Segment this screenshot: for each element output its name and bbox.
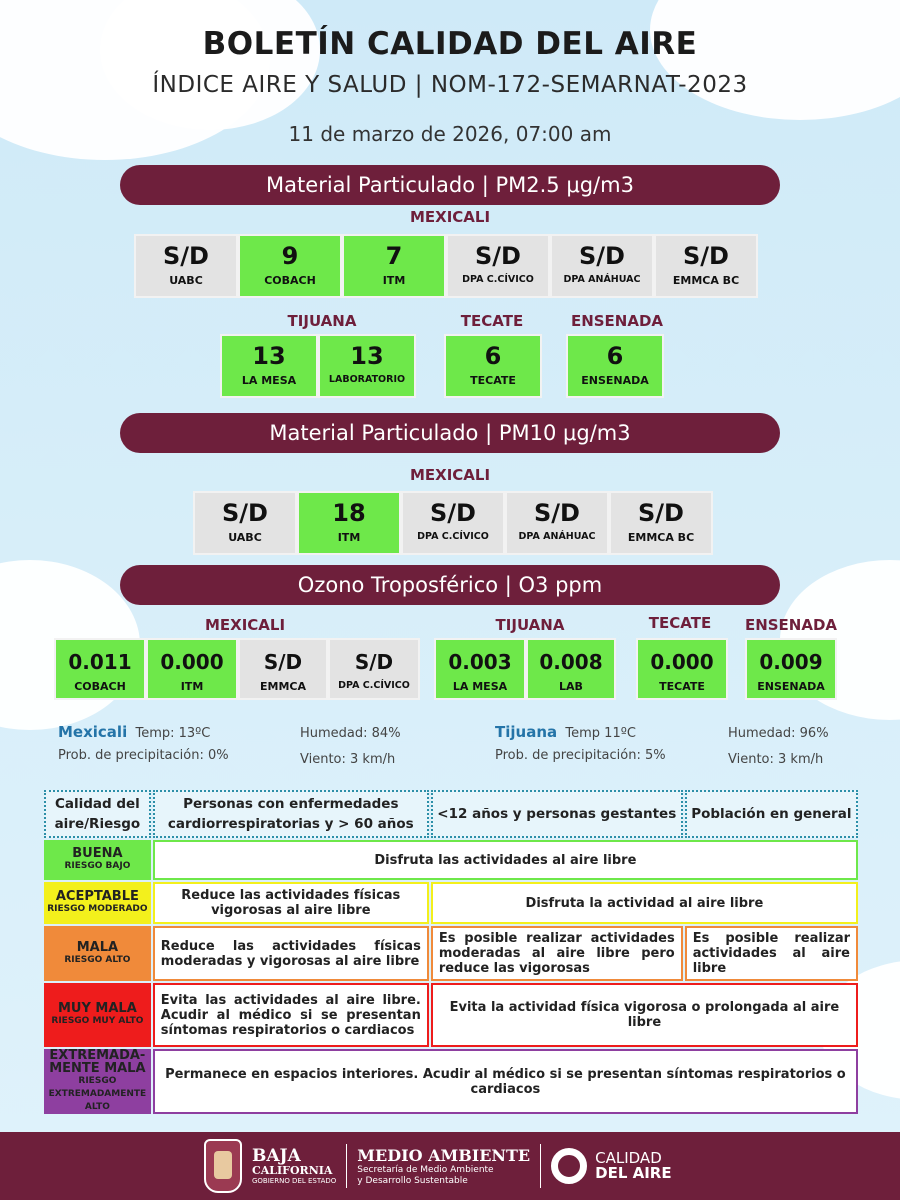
divider — [540, 1144, 541, 1188]
station-cell — [434, 638, 526, 700]
station-cell — [297, 491, 401, 555]
station-cell — [54, 638, 146, 700]
legend-message: Evita la actividad física vigorosa o prolongada al aire libre — [431, 983, 858, 1047]
station-name: EMMCA BC — [627, 531, 695, 544]
weather-mexicali — [58, 723, 210, 741]
state-emblem-icon — [204, 1139, 242, 1193]
station-name: LA MESA — [241, 374, 297, 387]
divider — [346, 1144, 347, 1188]
station-value: 0.009 — [759, 650, 823, 674]
station-cell — [505, 491, 609, 555]
o3-tecate-label: TECATE — [648, 614, 712, 632]
station-name: ENSENADA — [581, 374, 649, 387]
weather-wind: Viento: 3 km/h — [728, 752, 824, 767]
bc-line1: BAJA — [252, 1145, 301, 1166]
o3-tijuana-label: TIJUANA — [495, 616, 565, 634]
bc-line2: CALIFORNIA — [252, 1163, 333, 1177]
pm25-banner: Material Particulado | PM2.5 μg/m3 — [120, 165, 780, 205]
station-value: S/D — [579, 242, 625, 270]
legend-header: Personas con enfermedades cardiorrespiratorias y > 60 años — [153, 790, 429, 838]
pm25-ensenada-row — [566, 334, 664, 398]
o3-tijuana-row — [434, 638, 616, 700]
station-value: S/D — [534, 499, 580, 527]
o3-mexicali-label: MEXICALI — [204, 616, 286, 634]
ma-line1: Secretaría de Medio Ambiente — [357, 1164, 494, 1175]
page-subtitle: ÍNDICE AIRE Y SALUD | NOM-172-SEMARNAT-2023 — [152, 72, 748, 98]
station-name: DPA C.CÍVICO — [462, 274, 534, 285]
ma-title: MEDIO AMBIENTE — [357, 1145, 531, 1165]
station-name: DPA ANÁHUAC — [563, 274, 641, 285]
pm25-tecate-row — [444, 334, 542, 398]
pm25-ensenada-label: ENSENADA — [570, 312, 664, 330]
weather-wind: Viento: 3 km/h — [300, 752, 396, 767]
station-name: DPA C.CÍVICO — [417, 531, 489, 542]
station-value: 13 — [252, 342, 286, 370]
legend-message: Evita las actividades al aire libre. Acudir al médico si se presentan síntomas respiratorios o cardiacos — [153, 983, 429, 1047]
station-cell — [745, 638, 837, 700]
station-cell — [566, 334, 664, 398]
pm25-tijuana-row — [220, 334, 416, 398]
station-cell — [526, 638, 616, 700]
legend-header: Calidad del aire/Riesgo — [44, 790, 151, 838]
station-cell — [193, 491, 297, 555]
weather-city: Mexicali — [58, 723, 128, 741]
station-value: 7 — [385, 242, 403, 270]
level-buena: BUENA RIESGO BAJO — [44, 840, 151, 880]
ca-line2: DEL AIRE — [595, 1164, 672, 1182]
station-name: LA MESA — [452, 680, 508, 693]
page-title: BOLETÍN CALIDAD DEL AIRE — [202, 26, 698, 62]
legend-header: <12 años y personas gestantes — [431, 790, 683, 838]
level-mala: MALA RIESGO ALTO — [44, 926, 151, 981]
risk-legend-table — [42, 788, 860, 1116]
weather-tijuana — [495, 723, 636, 741]
station-name: COBACH — [264, 274, 316, 287]
o3-banner: Ozono Troposférico | O3 ppm — [120, 565, 780, 605]
weather-city: Tijuana — [495, 723, 558, 741]
bulletin-date: 11 de marzo de 2026, 07:00 am — [288, 122, 612, 146]
station-name: ITM — [180, 680, 204, 693]
station-name: EMMCA BC — [672, 274, 740, 287]
level-aceptable: ACEPTABLE RIESGO MODERADO — [44, 882, 151, 924]
station-cell — [342, 234, 446, 298]
weather-temp: Temp: 13ºC — [135, 726, 211, 741]
medio-ambiente-logo — [357, 1146, 530, 1187]
station-cell — [146, 638, 238, 700]
station-value: S/D — [638, 499, 684, 527]
station-value: S/D — [222, 499, 268, 527]
station-value: 0.011 — [68, 650, 132, 674]
station-value: S/D — [430, 499, 476, 527]
station-value: S/D — [475, 242, 521, 270]
station-name: EMMCA — [260, 680, 306, 693]
level-muy-mala: MUY MALA RIESGO MUY ALTO — [44, 983, 151, 1047]
pm25-mexicali-label: MEXICALI — [409, 208, 491, 226]
legend-message: Es posible realizar actividades moderadas al aire libre pero reduce las vigorosas — [431, 926, 683, 981]
ca-line1: CALIDAD — [595, 1149, 662, 1167]
pm10-mexicali-row — [193, 491, 713, 555]
station-value: 9 — [281, 242, 299, 270]
station-cell — [318, 334, 416, 398]
station-value: 6 — [484, 342, 502, 370]
station-name: ENSENADA — [757, 680, 825, 693]
station-cell — [444, 334, 542, 398]
pm25-tecate-label: TECATE — [460, 312, 524, 330]
legend-message: Disfruta la actividad al aire libre — [431, 882, 858, 924]
station-value: S/D — [683, 242, 729, 270]
legend-message: Reduce las actividades físicas moderadas y vigorosas al aire libre — [153, 926, 429, 981]
station-name: DPA C.CÍVICO — [338, 680, 410, 691]
pm10-banner: Material Particulado | PM10 μg/m3 — [120, 413, 780, 453]
station-value: 18 — [332, 499, 366, 527]
legend-message: Es posible realizar actividades al aire libre — [685, 926, 858, 981]
station-value: 6 — [606, 342, 624, 370]
pm25-mexicali-row — [134, 234, 758, 298]
weather-humidity: Humedad: 84% — [300, 726, 401, 741]
station-cell — [238, 234, 342, 298]
weather-temp: Temp 11ºC — [565, 726, 636, 741]
calidad-aire-ring-icon — [551, 1148, 587, 1184]
weather-precip: Prob. de precipitación: 5% — [495, 748, 666, 763]
station-name: LABORATORIO — [328, 374, 406, 385]
station-value: S/D — [263, 650, 303, 674]
station-cell — [550, 234, 654, 298]
o3-mexicali-row — [54, 638, 420, 700]
station-value: 0.008 — [539, 650, 603, 674]
legend-header: Población en general — [685, 790, 858, 838]
station-cell — [238, 638, 328, 700]
station-name: DPA ANÁHUAC — [518, 531, 596, 542]
station-name: UABC — [228, 531, 262, 544]
station-name: UABC — [169, 274, 203, 287]
station-name: ITM — [382, 274, 406, 287]
station-name: LAB — [559, 680, 583, 693]
weather-humidity: Humedad: 96% — [728, 726, 829, 741]
station-name: ITM — [337, 531, 361, 544]
legend-message: Disfruta las actividades al aire libre — [153, 840, 858, 880]
station-value: S/D — [163, 242, 209, 270]
calidad-aire-logo — [595, 1151, 671, 1181]
baja-california-logo — [252, 1145, 337, 1185]
station-cell — [134, 234, 238, 298]
station-cell — [401, 491, 505, 555]
station-name: TECATE — [470, 374, 516, 387]
footer-logos — [204, 1138, 672, 1194]
station-name: TECATE — [659, 680, 705, 693]
ma-line2: y Desarrollo Sustentable — [357, 1175, 468, 1186]
o3-ensenada-row — [745, 638, 837, 700]
station-value: 0.003 — [448, 650, 512, 674]
station-value: S/D — [354, 650, 394, 674]
station-cell — [446, 234, 550, 298]
weather-precip: Prob. de precipitación: 0% — [58, 748, 229, 763]
station-cell — [328, 638, 420, 700]
station-cell — [654, 234, 758, 298]
bc-line3: GOBIERNO DEL ESTADO — [252, 1176, 337, 1185]
station-value: 0.000 — [160, 650, 224, 674]
station-cell — [609, 491, 713, 555]
level-extremadamente-mala: EXTREMADA-MENTE MALA RIESGO EXTREMADAMENTE ALTO — [44, 1049, 151, 1114]
station-name: COBACH — [74, 680, 126, 693]
footer — [0, 1132, 900, 1200]
legend-message: Permanece en espacios interiores. Acudir al médico si se presentan síntomas respiratorios o cardiacos — [153, 1049, 858, 1114]
station-cell — [636, 638, 728, 700]
station-value: 13 — [350, 342, 384, 370]
pm10-mexicali-label: MEXICALI — [409, 466, 491, 484]
pm25-tijuana-label: TIJUANA — [287, 312, 357, 330]
o3-ensenada-label: ENSENADA — [744, 616, 838, 634]
legend-message: Reduce las actividades físicas vigorosas al aire libre — [153, 882, 429, 924]
station-value: 0.000 — [650, 650, 714, 674]
o3-tecate-row — [636, 638, 728, 700]
station-cell — [220, 334, 318, 398]
